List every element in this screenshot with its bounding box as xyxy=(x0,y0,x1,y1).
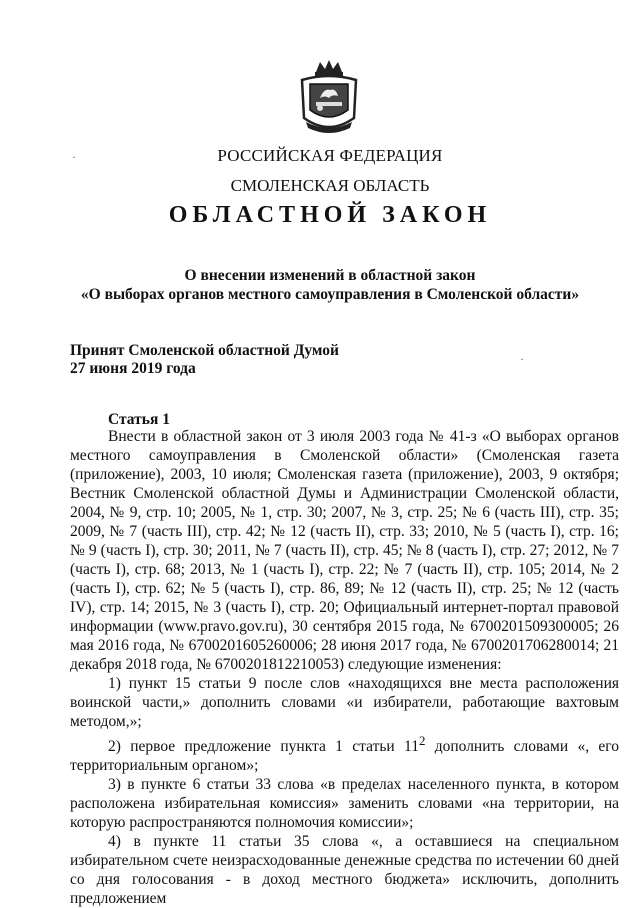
article-body xyxy=(70,427,619,908)
law-subject-line: О внесении изменений в областной закон xyxy=(184,267,476,284)
paragraph xyxy=(70,731,619,775)
superscript: 2 xyxy=(418,733,426,748)
scan-speck: · xyxy=(520,352,524,366)
adoption-date: 27 июня 2019 года xyxy=(70,360,196,377)
article-title: Статья 1 xyxy=(108,411,170,428)
document-type-heading: ОБЛАСТНОЙ ЗАКОН xyxy=(168,202,492,228)
paragraph: Внести в областной закон от 3 июля 2003 года № 41-з «О выборах органов местного самоуправления в Смоленской области» (Смоленская газета (приложение), 2003, 10 июля; Смоленская газета (приложение), 2003, 9 октября; Вестник Смоленской областной Думы и Администрации Смоленской области, 2004, № 9, стр. 10; 2005, № 1, стр. 30; 2007, № 3, стр. 25; № 6 (часть III), стр. 35; 2009, № 7 (часть III), стр. 42; № 12 (часть II), стр. 33; 2010, № 5 (часть I), стр. 16; № 9 (часть I), стр. 30; 2011, № 7 (часть II), стр. 45; № 8 (часть I), стр. 27; 2012, № 7 (часть I), стр. 68; 2013, № 1 (часть I), стр. 22; № 7 (часть II), стр. 105; 2014, № 2 (часть I), стр. 62; № 5 (часть I), стр. 86, 89; № 12 (часть II), стр. 25; № 12 (часть IV), стр. 14; 2015, № 3 (часть I), стр. 20; Официальный интернет-портал правовой информации (www.pravo.gov.ru), 30 сентября 2015 года, № 6700201509300005; 26 мая 2016 года, № 6700201605260006; 28 июня 2017 года, № 6700201706280014; 21 декабря 2018 года, № 6700201812210053) следующие изменения: xyxy=(70,428,619,673)
adoption-line: Принят Смоленской областной Думой xyxy=(70,342,339,359)
law-subject xyxy=(0,266,640,304)
scan-speck: · xyxy=(72,150,76,164)
paragraph: 4) в пункте 11 статьи 35 слова «, а оставшиеся на специальном избирательном счете неизрасходованные денежные средства по истечении 60 дней со дня голосования - в доход местного бюджета» исключить, дополнить предложением xyxy=(70,833,619,908)
paragraph: 1) пункт 15 статьи 9 после слов «находящихся вне места расположения воинской части,» дополнить словами «и избиратели, работающие вахтовым методом,»; xyxy=(70,675,619,730)
item-text: дополнить словами «, его территориальным органом»; xyxy=(70,738,619,775)
coat-of-arms-icon xyxy=(296,58,362,138)
law-subject-line: «О выборах органов местного самоуправления в Смоленской области» xyxy=(80,286,580,303)
federation-heading: РОССИЙСКАЯ ФЕДЕРАЦИЯ xyxy=(217,146,443,165)
item-text: 2) первое предложение пункта 1 статьи 11 xyxy=(108,738,419,756)
adoption-block xyxy=(70,342,339,378)
region-heading: СМОЛЕНСКАЯ ОБЛАСТЬ xyxy=(230,176,430,195)
paragraph: 3) в пункте 6 статьи 33 слова «в пределах населенного пункта, в котором расположена избирательная комиссия» заменить словами «на территории, на которую распространяются полномочия комиссии»; xyxy=(70,776,619,832)
